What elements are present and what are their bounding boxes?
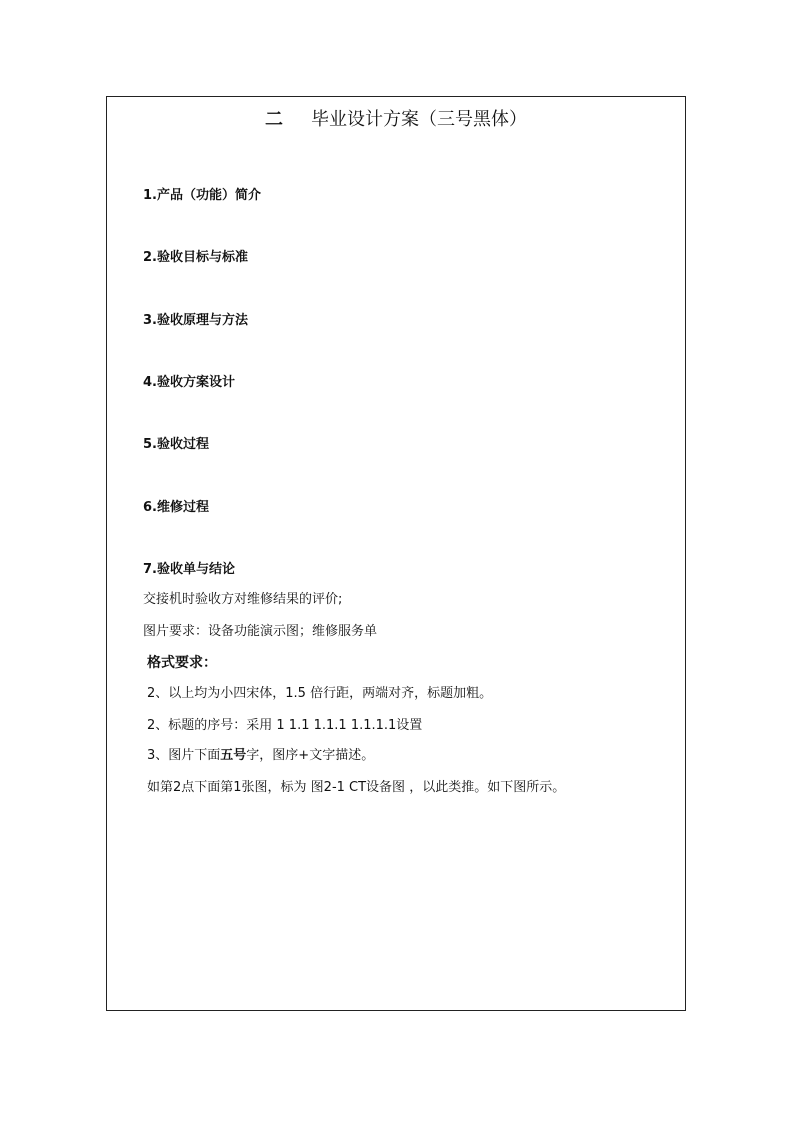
page-frame bbox=[106, 96, 686, 1011]
section-heading-5: 5.验收过程 bbox=[143, 437, 209, 452]
format-line-2: 2、标题的序号：采用 1 1.1 1.1.1 1.1.1.1设置 bbox=[147, 718, 423, 733]
conclusion-line-2: 图片要求：设备功能演示图；维修服务单 bbox=[143, 624, 378, 639]
format-line-3 bbox=[147, 747, 374, 765]
conclusion-line-1: 交接机时验收方对维修结果的评价; bbox=[143, 592, 343, 607]
section-heading-2: 2.验收目标与标准 bbox=[143, 250, 248, 265]
format-line-3-prefix: 3、图片下面 bbox=[147, 748, 221, 763]
section-heading-6: 6.维修过程 bbox=[143, 500, 209, 515]
section-heading-3: 3.验收原理与方法 bbox=[143, 313, 248, 328]
title-number: 二 bbox=[265, 109, 283, 130]
title-text: 毕业设计方案（三号黑体） bbox=[311, 109, 527, 130]
section-heading-7: 7.验收单与结论 bbox=[143, 562, 235, 577]
format-heading: 格式要求： bbox=[147, 655, 217, 671]
format-line-4: 如第2点下面第1张图，标为 图2-1 CT设备图 ，以此类推。如下图所示。 bbox=[147, 780, 566, 795]
format-line-3-bold: 五号 bbox=[220, 748, 247, 763]
section-heading-1: 1.产品（功能）简介 bbox=[143, 188, 261, 203]
format-line-1: 2、以上均为小四宋体，1.5 倍行距，两端对齐，标题加粗。 bbox=[147, 686, 493, 701]
format-line-3-suffix: 字，图序+文字描述。 bbox=[246, 748, 375, 763]
section-heading-4: 4.验收方案设计 bbox=[143, 375, 235, 390]
page-title bbox=[107, 107, 685, 133]
